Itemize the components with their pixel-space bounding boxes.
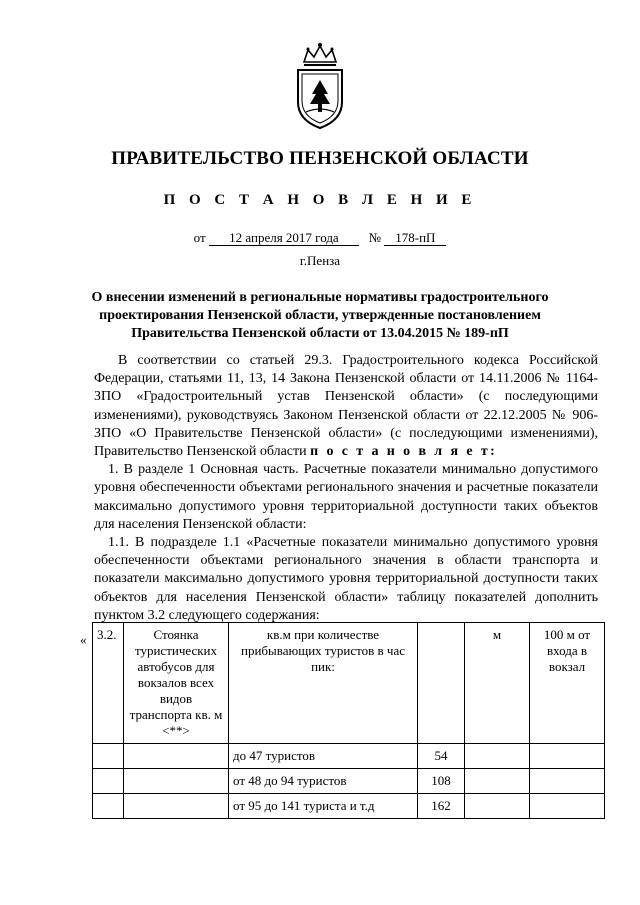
- document-number: 178-пП: [384, 230, 446, 246]
- document-subject: О внесении изменений в региональные нормативы градостроительного проектирования Пензенской области, утвержденные постановлением Правительства Пензенской области от 13.04.2015 № 189-пП: [91, 290, 549, 341]
- tourists-range-cell: от 95 до 141 туриста и т.д: [229, 794, 418, 819]
- number-prefix: №: [368, 230, 382, 245]
- table-row: [93, 769, 605, 794]
- government-title: ПРАВИТЕЛЬСТВО ПЕНЗЕНСКОЙ ОБЛАСТИ: [111, 148, 529, 169]
- tourists-range-cell: до 47 туристов: [229, 744, 418, 769]
- preamble-paragraph: [94, 352, 598, 461]
- item-1-1-paragraph: 1.1. В подразделе 1.1 «Расчетные показатели минимально допустимого уровня обеспеченности объектами регионального значения в области транспорта и показатели максимально допустимого уровня территориальной доступности таких объектов для населения Пензенской области» таблицу показателей дополнить пунктом 3.2 следующего содержания:: [94, 535, 598, 623]
- document-date: 12 апреля 2017 года: [209, 230, 359, 246]
- tourists-range-cell: от 48 до 94 туристов: [229, 769, 418, 794]
- area-value-cell: 162: [418, 794, 465, 819]
- open-quote: «: [80, 632, 87, 647]
- table-row: [93, 744, 605, 769]
- document-body: [94, 352, 598, 625]
- area-value-cell: 108: [418, 769, 465, 794]
- object-cell: Стоянка туристических автобусов для вокзалов всех видов транспорта кв. м <**>: [124, 623, 229, 744]
- table-row: [93, 623, 605, 744]
- indicators-table: [92, 622, 605, 819]
- indicator-cell: кв.м при количестве прибывающих туристов в час пик:: [229, 623, 418, 744]
- area-value-cell: 54: [418, 744, 465, 769]
- preamble-text: В соответствии со статьей 29.3. Градостроительного кодекса Российской Федерации, статьями 11, 13, 14 Закона Пензенской области от 14.11.2006 № 1164-ЗПО «Градостроительный устав Пензенской области» (с последующими изменениями), руководствуясь Законом Пензенской области от 22.12.2005 № 906-ЗПО «О Правительстве Пензенской области» (с последующими изменениями), Правительство Пензенской области: [94, 353, 598, 460]
- value-cell: [418, 623, 465, 744]
- item-1-paragraph: 1. В разделе 1 Основная часть. Расчетные показатели минимально допустимого уровня обеспеченности объектами регионального значения и расчетные показатели максимально допустимого уровня территориальной доступности таких объектов для населения Пензенской области:: [94, 462, 598, 532]
- date-prefix: от: [193, 230, 206, 245]
- document-type: П О С Т А Н О В Л Е Н И Е: [163, 192, 477, 208]
- row-number-cell: 3.2.: [93, 623, 124, 744]
- pensa-coat-of-arms-icon: [290, 40, 350, 130]
- date-number-line: [0, 230, 640, 246]
- unit-cell: м: [465, 623, 530, 744]
- document-city: г.Пенза: [299, 253, 341, 268]
- decrees-word: п о с т а н о в л я е т:: [310, 444, 498, 460]
- distance-cell: 100 м от входа в вокзал: [530, 623, 605, 744]
- table-row: [93, 794, 605, 819]
